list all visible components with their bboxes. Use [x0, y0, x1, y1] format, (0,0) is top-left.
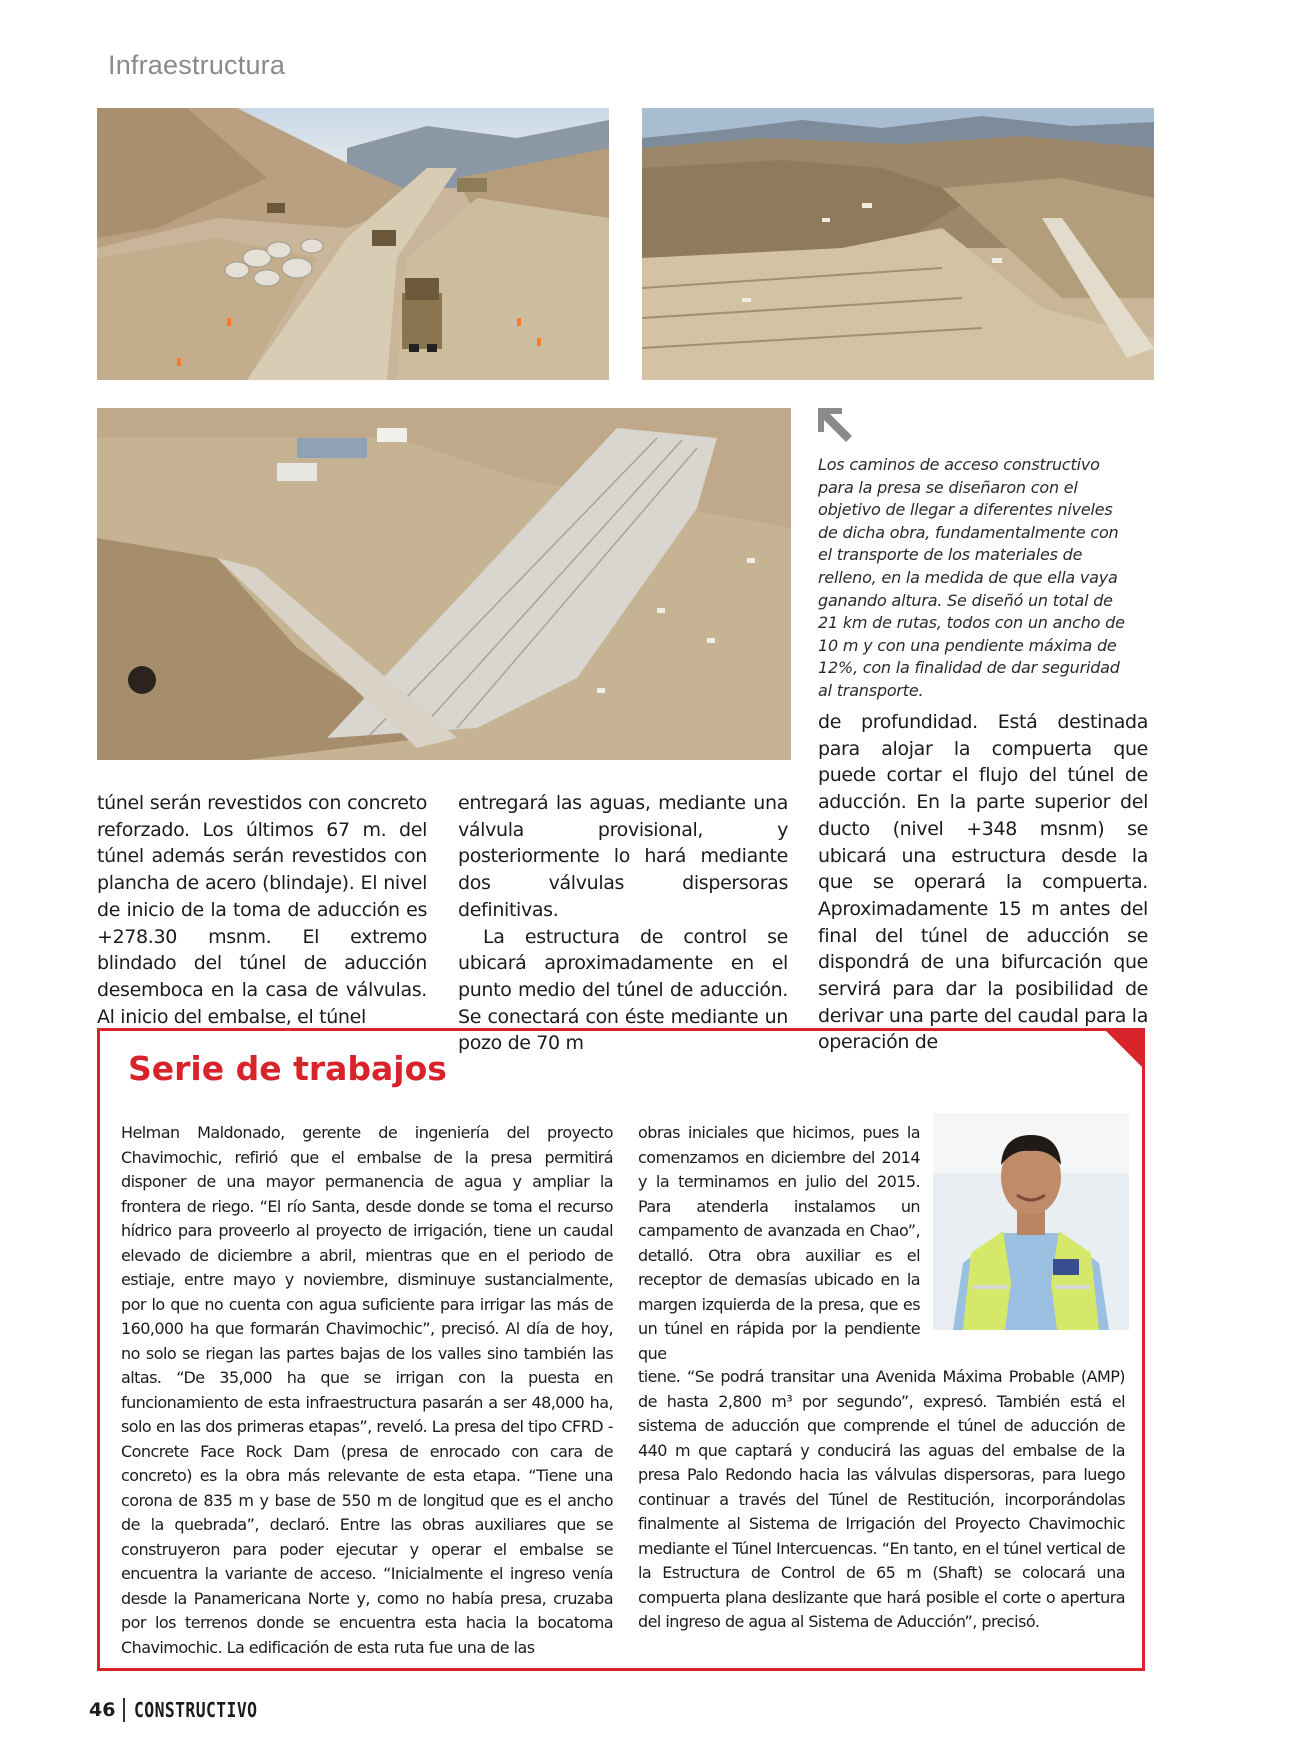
section-label: Infraestructura	[108, 50, 286, 80]
body-paragraph: de profundidad. Está destinada para alojar la compuerta que puede cortar el flujo del túnel de aducción. En la parte superior del ducto (nivel +348 msnm) se ubicará una estructura desde la que se operará la compuerta. Aproximadamente 15 m antes del final del túnel de aducción se dispondrá de una bifurcación que servirá para dar la posibilidad de derivar una parte del caudal para la operación de	[818, 711, 1148, 1054]
box-column-b-top: obras iniciales que hicimos, pues la comenzamos en diciembre del 2014 y la terminamos en julio del 2015. Para atenderla instalamos un campamento de avanzada en Chao”, detalló. Otra obra auxiliar es el receptor de demasías ubicado en la margen izquierda de la presa, que es un túnel en rápida por la pendiente que	[638, 1123, 920, 1363]
page-number: 46	[89, 1699, 116, 1721]
body-paragraph: túnel serán revestidos con concreto reforzado. Los últimos 67 m. del túnel además serán revestidos con plancha de acero (blindaje). El nivel de inicio de la toma de aducción es +278.30 msnm. El extremo blindado del túnel de aducción desemboca en la casa de válvulas. Al inicio del embalse, el túnel	[97, 792, 427, 1028]
arrow-up-left-icon	[816, 406, 856, 446]
footer-divider	[123, 1698, 125, 1722]
portrait-photo	[933, 1113, 1129, 1330]
photo-haul-road	[97, 108, 609, 380]
body-paragraph: La estructura de control se ubicará aproximadamente en el punto medio del túnel de aducción. Se conectará con éste mediante un pozo de 70 m	[458, 925, 788, 1055]
body-column-right	[818, 709, 1148, 1056]
box-corner-accent	[1103, 1028, 1145, 1070]
box-title: Serie de trabajos	[128, 1049, 447, 1088]
body-column-b	[458, 790, 788, 1057]
photo-caption: Los caminos de acceso constructivo para la presa se diseñaron con el objetivo de llegar a diferentes niveles de dicha obra, fundamentalmente con el transporte de los materiales de relleno, en la medida de que ella vaya ganando altura. Se diseñó un total de 21 km de rutas, todos con un ancho de 10 m y con una pendiente máxima de 12%, con la finalidad de dar seguridad al transporte.	[818, 455, 1125, 700]
body-paragraph: entregará las aguas, mediante una válvula provisional, y posteriormente lo hará mediante dos válvulas dispersoras definitivas.	[458, 792, 788, 921]
magazine-brand: CONSTRUCTIVO	[134, 1698, 258, 1722]
body-column-a	[97, 790, 427, 1030]
photo-dam-concrete-face	[97, 408, 791, 760]
box-column-a: Helman Maldonado, gerente de ingeniería del proyecto Chavimochic, refirió que el embalse de la presa permitirá disponer de una mayor permanencia de agua y ampliar la frontera de riego. “El río Santa, desde donde se toma el recurso hídrico para proveerlo al proyecto de irrigación, tiene un caudal elevado de diciembre a abril, mientras que en el periodo de estiaje, entre mayo y noviembre, disminuye sustancialmente, por lo que no cuenta con agua suficiente para irrigar las más de 160,000 ha que formarán Chavimochic”, precisó. Al día de hoy, no solo se riegan las partes bajas de los valles sino también las altas. “De 35,000 ha que se irrigan con la puesta en funcionamiento de esta infraestructura pasarán a ser 48,000 ha, solo en las dos primeras etapas”, reveló. La presa del tipo CFRD - Concrete Face Rock Dam (presa de enrocado con cara de concreto) es la obra más relevante de esta etapa. “Tiene una corona de 835 m y base de 550 m de longitud que es el ancho de la quebrada”, declaró. Entre las obras auxiliares que se construyeron para poder ejecutar y operar el embalse se encuentra la variante de acceso. “Inicialmente el ingreso venía desde la Panamericana Norte y, como no había presa, cruzaba por los terrenos donde se encuentra esta hacia la bocatoma Chavimochic. La edificación de esta ruta fue una de las	[121, 1123, 613, 1657]
box-column-b-bottom: tiene. “Se podrá transitar una Avenida Máxima Probable (AMP) de hasta 2,800 m³ por segundo”, expresó. También está el sistema de aducción que comprende el túnel de aducción de 440 m que captará y conducirá las aguas del embalse de la presa Palo Redondo hacia las válvulas dispersoras, para luego continuar a través del Túnel de Restitución, incorporándolas finalmente al Sistema de Irrigación del Proyecto Chavimochic mediante el Túnel Intercuencas. “En tanto, en el túnel vertical de la Estructura de Control de 65 m (Shaft) se colocará una compuerta plana deslizante que hará posible el corte o apertura del ingreso de agua al Sistema de Aducción”, precisó.	[638, 1367, 1125, 1631]
sidebar-box	[97, 1028, 1145, 1671]
photo-mountain-panorama	[642, 108, 1154, 380]
